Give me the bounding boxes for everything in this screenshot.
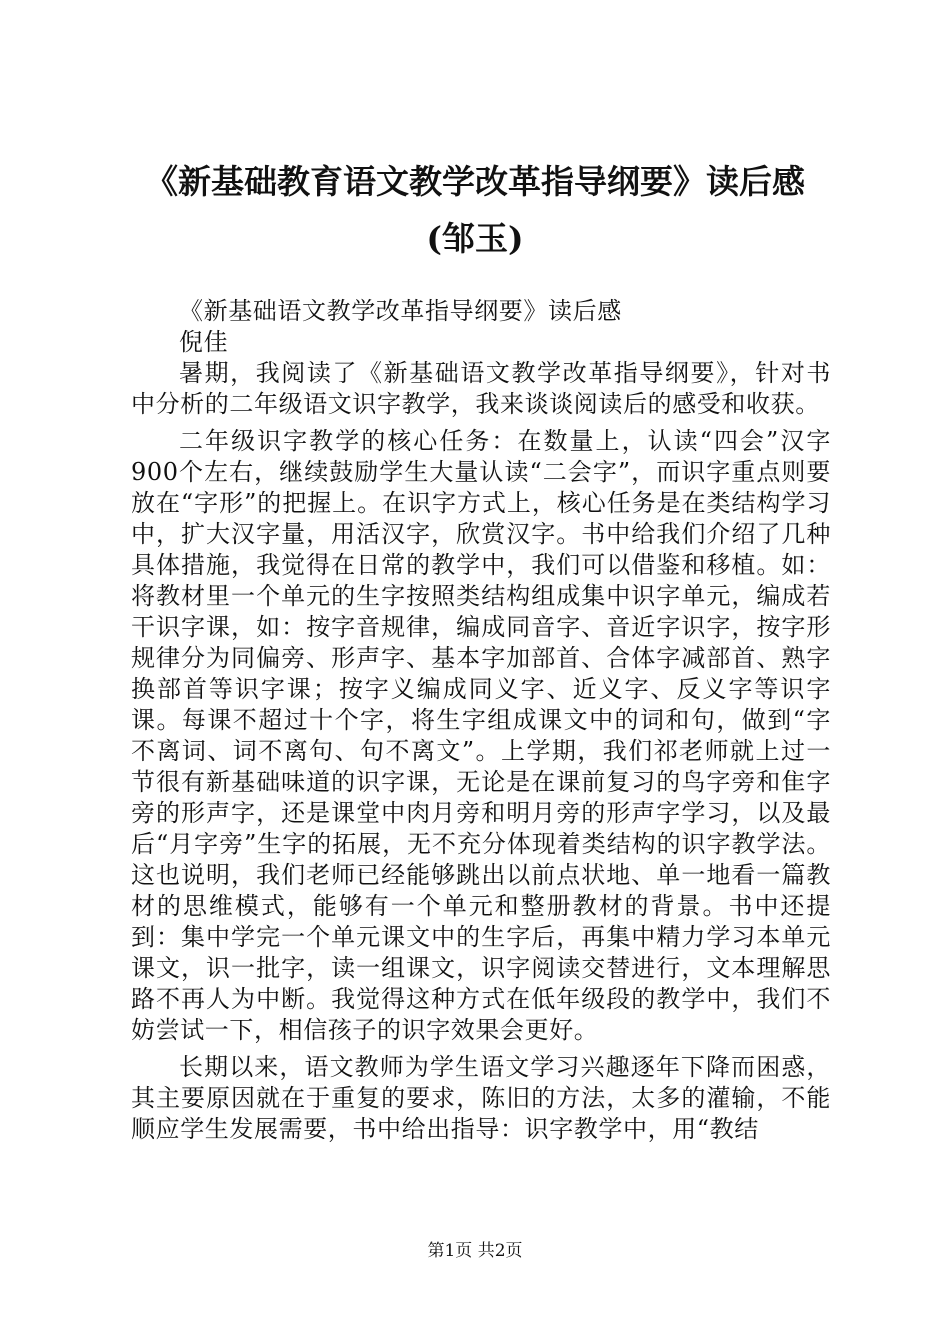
- document-title-line2: (邹玉): [426, 219, 524, 258]
- document-body: [131, 296, 831, 1145]
- paragraph-2: 二年级识字教学的核心任务：在数量上，认读“四会”汉字900个左右，继续鼓励学生大量认读“二会字”，而识字重点则要放在“字形”的把握上。在识字方式上，核心任务是在类结构学习中，扩大汉字量，用活汉字，欣赏汉字。书中给我们介绍了几种具体措施，我觉得在日常的教学中，我们可以借鉴和移植。如：将教材里一个单元的生字按照类结构组成集中识字单元，编成若干识字课，如：按字音规律，编成同音字、音近字识字，按字形规律分为同偏旁、形声字、基本字加部首、合体字减部首、熟字换部首等识字课；按字义编成同义字、近义字、反义字等识字课。每课不超过十个字，将生字组成课文中的词和句，做到“字不离词、词不离句、句不离文”。上学期，我们祁老师就上过一节很有新基础味道的识字课，无论是在课前复习的鸟字旁和隹字旁的形声字，还是课堂中肉月旁和明月旁的形声字学习，以及最后“月字旁”生字的拓展，无不充分体现着类结构的识字教学法。这也说明，我们老师已经能够跳出以前点状地、单一地看一篇教材的思维模式，能够有一个单元和整册教材的背景。书中还提到：集中学完一个单元课文中的生字后，再集中精力学习本单元课文，识一批字，读一组课文，识字阅读交替进行，文本理解思路不再人为中断。我觉得这种方式在低年级段的教学中，我们不妨尝试一下，相信孩子的识字效果会更好。: [131, 427, 831, 1044]
- page-footer: 第1页 共2页: [427, 1241, 523, 1261]
- document-subtitle: 《新基础语文教学改革指导纲要》读后感: [179, 297, 622, 325]
- paragraph-1: 暑期，我阅读了《新基础语文教学改革指导纲要》，针对书中分析的二年级语文识字教学，我来谈谈阅读后的感受和收获。: [131, 359, 831, 418]
- document-title-line1: 《新基础教育语文教学改革指导纲要》读后感: [145, 162, 805, 201]
- paragraph-3: 长期以来，语文教师为学生语文学习兴趣逐年下降而困惑，其主要原因就在于重复的要求，陈旧的方法，太多的灌输，不能顺应学生发展需要，书中给出指导：识字教学中，用“教结: [131, 1053, 831, 1143]
- document-author: 倪佳: [179, 328, 229, 356]
